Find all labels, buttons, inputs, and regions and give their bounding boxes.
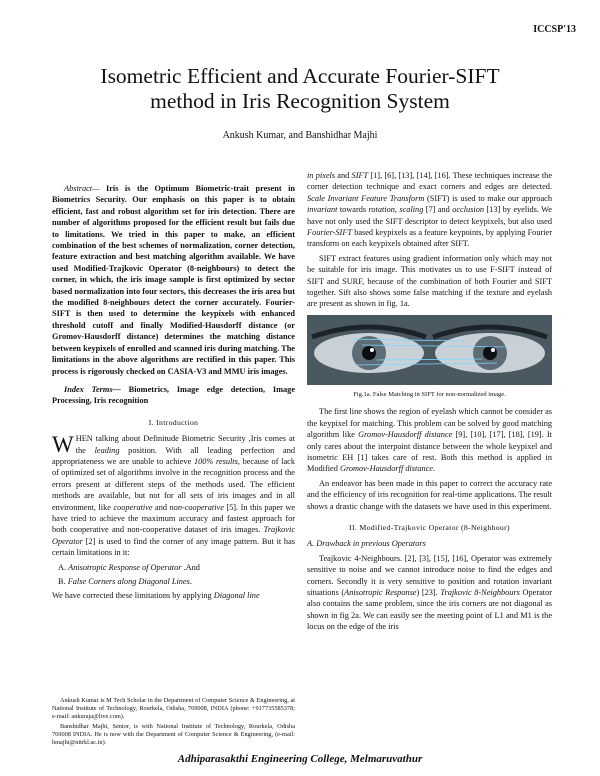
intro-text: and bbox=[152, 502, 170, 512]
body-text: Scale Invariant Feature Transform bbox=[307, 193, 425, 203]
drop-cap: W bbox=[52, 432, 74, 458]
right-paragraph-2: SIFT extract features using gradient information only which may not be suitable for iris image. This motivates us to use F-SIFT instead of SIFT and SURF, because of the combination of both Fourier and SIFT together. Sift also shows some false matching if the texture and eyelash are present as shown in fig. 1a. bbox=[307, 253, 552, 309]
right-column bbox=[307, 170, 552, 636]
body-text: The first line shows the region of eyelash which cannot be consider as the keypixel for matching. This problem can be solved by good matching algorithm like bbox=[307, 407, 552, 440]
intro-text: HEN talking about Definitude Biometric Security ,Iris comes at the bbox=[75, 434, 295, 455]
body-text: and bbox=[335, 171, 352, 180]
intro-text: position. With all leading perfection and appropriateness we are unable to achieve bbox=[52, 445, 295, 466]
body-text: towards bbox=[337, 205, 369, 215]
body-text: Anisotropic Response bbox=[344, 587, 417, 597]
intro-text: Diagonal line bbox=[213, 591, 260, 601]
section-2-heading: II. Modified-Trajkovic Operator (8-Neighbour) bbox=[349, 522, 510, 532]
list-marker: A. bbox=[58, 562, 69, 572]
intro-paragraph-2 bbox=[52, 590, 295, 601]
footnote-2: Banshidhar Majhi, Senior, is with National Institute of Technology, Rourkela, Odisha 769008 INDIA. He is now with the Department of Computer Science & Engineering, (e-mail: bmajhi@nitrkl.ac.in). bbox=[52, 723, 295, 746]
body-text: Trajkovic 8-Neighbours bbox=[440, 587, 520, 597]
body-text: based keypixels as a feature keypoints, by applying Fourier transform on each keypixels obtained after SIFT. bbox=[307, 228, 552, 249]
abstract bbox=[52, 183, 295, 377]
right-paragraph-4: An endeavor has been made in this paper to correct the accuracy rate and the efficiency of iris recognition for real-time applications. The result shows a drastic change with the datasets we have used in this experiment. bbox=[307, 478, 552, 511]
footnotes bbox=[52, 697, 295, 749]
body-text: invariant bbox=[307, 205, 338, 215]
body-text: Fourier-SIFT bbox=[307, 228, 353, 238]
intro-text: leading bbox=[94, 445, 120, 455]
body-text: (SIFT) is used to make our approach bbox=[424, 193, 553, 203]
section-1-heading: I. Introduction bbox=[148, 417, 199, 427]
right-paragraph-3 bbox=[307, 406, 552, 474]
authors: Ankush Kumar, and Banshidhar Majhi bbox=[222, 130, 378, 141]
intro-text: cooperative bbox=[113, 502, 153, 512]
index-terms bbox=[52, 384, 295, 407]
intro-text: non-cooperative bbox=[169, 502, 224, 512]
list-text: Anisotropic Response of Operator bbox=[68, 562, 182, 572]
list-item-a bbox=[52, 562, 295, 573]
intro-text: We have corrected these limitations by applying bbox=[52, 591, 214, 601]
list-text: . bbox=[189, 577, 192, 586]
body-text: . bbox=[432, 464, 436, 474]
subsection-a-heading: A. Drawback in previous Operators bbox=[307, 539, 426, 549]
intro-text: [2] is used to find the corner of any image pattern. But it has certain limitations in it: bbox=[52, 536, 295, 558]
paper-title bbox=[40, 64, 560, 114]
eye-figure bbox=[307, 315, 552, 385]
index-terms-text: Biometrics, Image edge detection, Image Processing, Iris recognition bbox=[52, 384, 296, 406]
right-paragraph-1 bbox=[307, 170, 552, 250]
left-column bbox=[52, 183, 295, 605]
body-text: occlusion bbox=[452, 205, 485, 215]
intro-paragraph bbox=[52, 433, 295, 558]
body-text: [7] and bbox=[423, 205, 453, 215]
conference-label: ICCSP'13 bbox=[533, 24, 576, 35]
body-text: [13] by eyelids. We have not only used the SIFT descriptor to detect keypixels, but also used bbox=[307, 205, 552, 226]
intro-text: [5]. In this paper we have tried to achieve the maximum accuracy and fastest approach for both cooperative and non-cooperative dataset of iris images. bbox=[52, 502, 295, 535]
list-text: .And bbox=[181, 562, 200, 572]
body-text: SIFT bbox=[351, 171, 369, 180]
body-text: [9], [10], [17], [18], [19]. It only cares about the interpoint distance between the whole keypixel and isometric EH [1] takes care of rest. Both this method is applied in Modified bbox=[307, 430, 552, 474]
title-line-2: method in Iris Recognition System bbox=[150, 89, 450, 113]
eye-image bbox=[307, 315, 552, 385]
title-line-1: Isometric Efficient and Accurate Fourier-SIFT bbox=[100, 64, 500, 88]
body-text: [1], [6], [13], [14], [16]. These techniques increase the corner detection technique and exact corners and edges are detected. bbox=[307, 171, 552, 192]
intro-text: , because of lack of optimized set of algorithms involve in the recognition process and the errors present at different steps of the methods used. The efficient methods are available, but not for all sets of iris images and in all environment, like bbox=[52, 456, 295, 512]
intro-text: Trajkovic Operator bbox=[52, 525, 295, 546]
body-text: in pixels bbox=[307, 171, 336, 180]
right-paragraph-5 bbox=[307, 553, 552, 633]
footnote-1: Ankush Kumar is M Tech Scholar in the Department of Computer Science & Engineering, at National Institute of Technology, Rourkela, Odisha, 769008, INDIA (phone: +917735585378; e-mail: ankuraja@live.com). bbox=[52, 697, 295, 720]
body-text: Gromov-Hausdorff distance bbox=[358, 430, 453, 440]
footer-institution: Adhiparasakthi Engineering College, Melmaruvathur bbox=[177, 753, 423, 765]
abstract-label: Abstract— bbox=[64, 184, 100, 193]
body-text: Teajkovic 4-Neighbours. [2], [3], [15], [16], Operator was extremely sensitive to noise and we cannot introduce noise to find the edges and corners. Secondly it is very sensitive to position and rotation invariant situations ( bbox=[307, 553, 552, 597]
abstract-text: Iris is the Optimum Biometric-trait present in Biometrics Security. Our emphasis on this paper is to obtain efficient, fast and robust algorithm set for iris detection. There are number of algorithms proposed for the efficient result but fails due to limitations. We tried in this paper to make, an efficient combination of the best schemes of normalization, corner detection, feature extraction and best matching algorithm available. We have used Modified-Trajkovic Operator (8-neighbours) to detect the corner, in which, the iris image sample is first optimized by sector based normalization into four sectors, this decreases the iris area but the modified 8-neighbours detect the corner accurately. Fourier-SIFT is then used to determine the keypixels with enhanced threshold cutoff and finally Modified-Hausdorff distance (or Gromov-Hausdorff distance) determines the matching distance between keypixels of enrolled and scanned iris during matching. The limitations in the above algorithms are rectified in this paper. This process is rigorously checked on CASIA-V3 and MMU iris images. bbox=[52, 184, 295, 376]
list-item-b bbox=[52, 576, 295, 587]
body-text: rotation, scaling bbox=[368, 205, 424, 215]
body-text: Operator also contains the same problem, since the iris corners are not diagonal as shown in fig 2a. We can easily see the meeting point of L1 and M1 is the locus on the edge of the iris bbox=[307, 587, 552, 632]
list-text: False Corners along Diagonal Lines bbox=[67, 577, 190, 586]
body-text: ) [23]. bbox=[416, 587, 441, 597]
figure-caption: Fig.1a. False Matching in SIFT for non-normalized image. bbox=[353, 390, 506, 398]
intro-text: 100% results bbox=[193, 456, 238, 466]
index-terms-label: Index Terms— bbox=[64, 384, 121, 394]
body-text: Gromov-Hausdorff distance bbox=[339, 464, 433, 474]
list-marker: B. bbox=[58, 577, 68, 586]
